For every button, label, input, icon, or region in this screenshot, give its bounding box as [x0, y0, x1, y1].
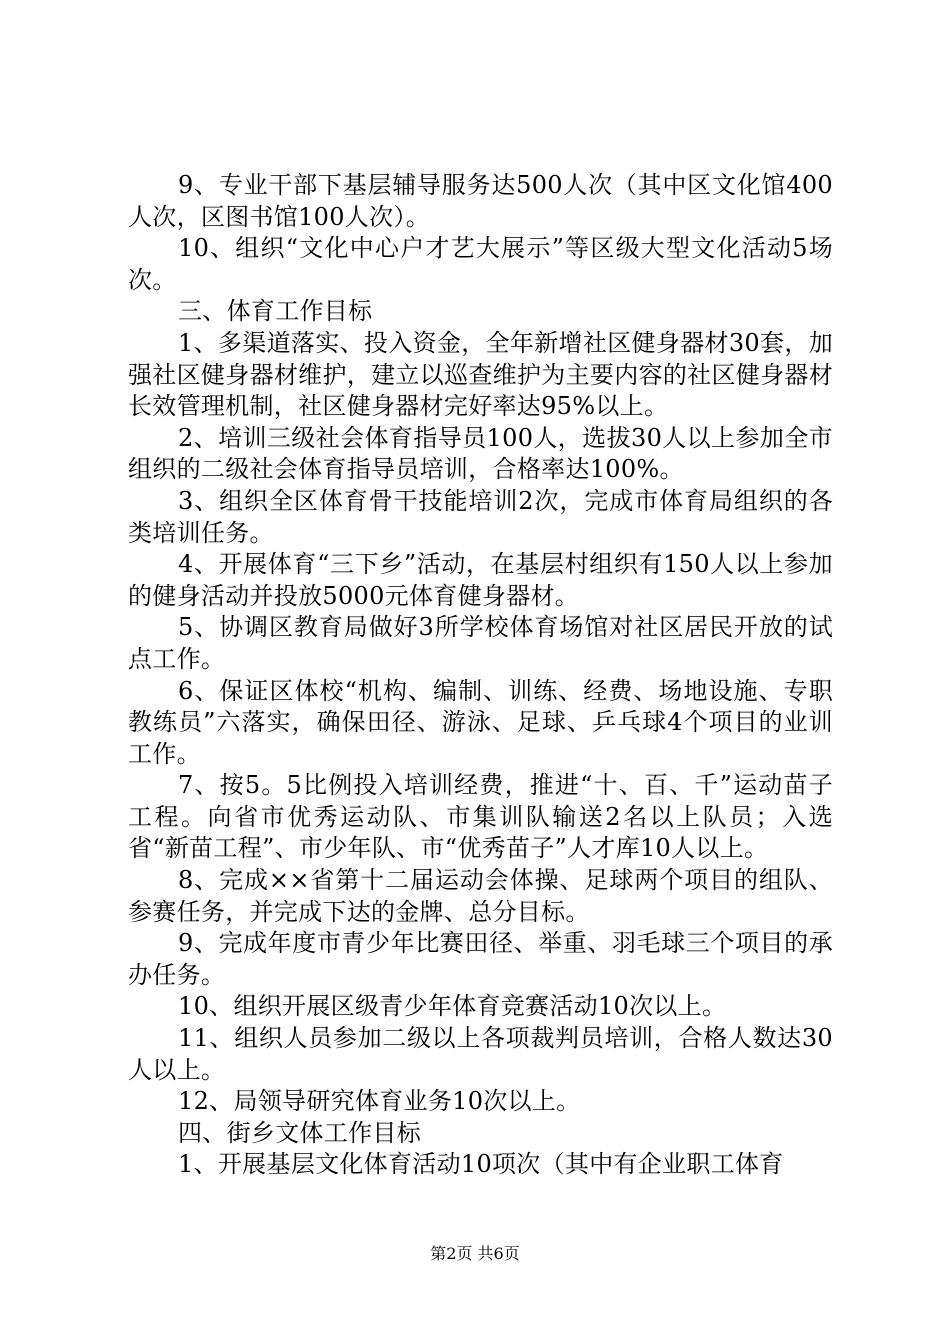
page-footer: 第2页 共6页	[430, 1244, 520, 1263]
paragraph: 8、完成××省第十二届运动会体操、足球两个项目的组队、参赛任务，并完成下达的金牌、总分目标。	[128, 866, 833, 926]
paragraph: 4、开展体育“三下乡”活动，在基层村组织有150人以上参加的健身活动并投放5000元体育健身器材。	[128, 550, 833, 610]
paragraph: 1、多渠道落实、投入资金，全年新增社区健身器材30套，加强社区健身器材维护，建立以巡查维护为主要内容的社区健身器材长效管理机制，社区健身器材完好率达95%以上。	[128, 328, 833, 421]
paragraph: 7、按5。5比例投入培训经费，推进“十、百、千”运动苗子工程。向省市优秀运动队、市集训队输送2名以上队员；入选省“新苗工程”、市少年队、市“优秀苗子”人才库10人以上。	[128, 771, 833, 863]
paragraph: 11、组织人员参加二级以上各项裁判员培训，合格人数达30人以上。	[128, 1024, 833, 1084]
paragraph: 1、开展基层文化体育活动10项次（其中有企业职工体育	[178, 1150, 784, 1179]
paragraph: 10、组织开展区级青少年体育竞赛活动10次以上。	[178, 992, 727, 1021]
paragraph: 5、协调区教育局做好3所学校体育场馆对社区居民开放的试点工作。	[128, 613, 833, 673]
paragraph: 2、培训三级社会体育指导员100人，选拔30人以上参加全市组织的二级社会体育指导员培训，合格率达100%。	[128, 423, 833, 484]
document-body	[128, 170, 833, 1181]
section-heading: 四、街乡文体工作目标	[178, 1118, 421, 1147]
section-heading: 三、体育工作目标	[178, 297, 373, 326]
paragraph: 3、组织全区体育骨干技能培训2次，完成市体育局组织的各类培训任务。	[128, 486, 833, 547]
paragraph: 6、保证区体校“机构、编制、训练、经费、场地设施、专职教练员”六落实，确保田径、游泳、足球、乒乓球4个项目的业训工作。	[128, 676, 833, 768]
paragraph: 9、专业干部下基层辅导服务达500人次（其中区文化馆400人次，区图书馆100人次）。	[128, 171, 833, 231]
paragraph: 9、完成年度市青少年比赛田径、举重、羽毛球三个项目的承办任务。	[128, 929, 833, 989]
paragraph: 10、组织“文化中心户才艺大展示”等区级大型文化活动5场次。	[128, 234, 833, 294]
paragraph: 12、局领导研究体育业务10次以上。	[178, 1087, 581, 1116]
